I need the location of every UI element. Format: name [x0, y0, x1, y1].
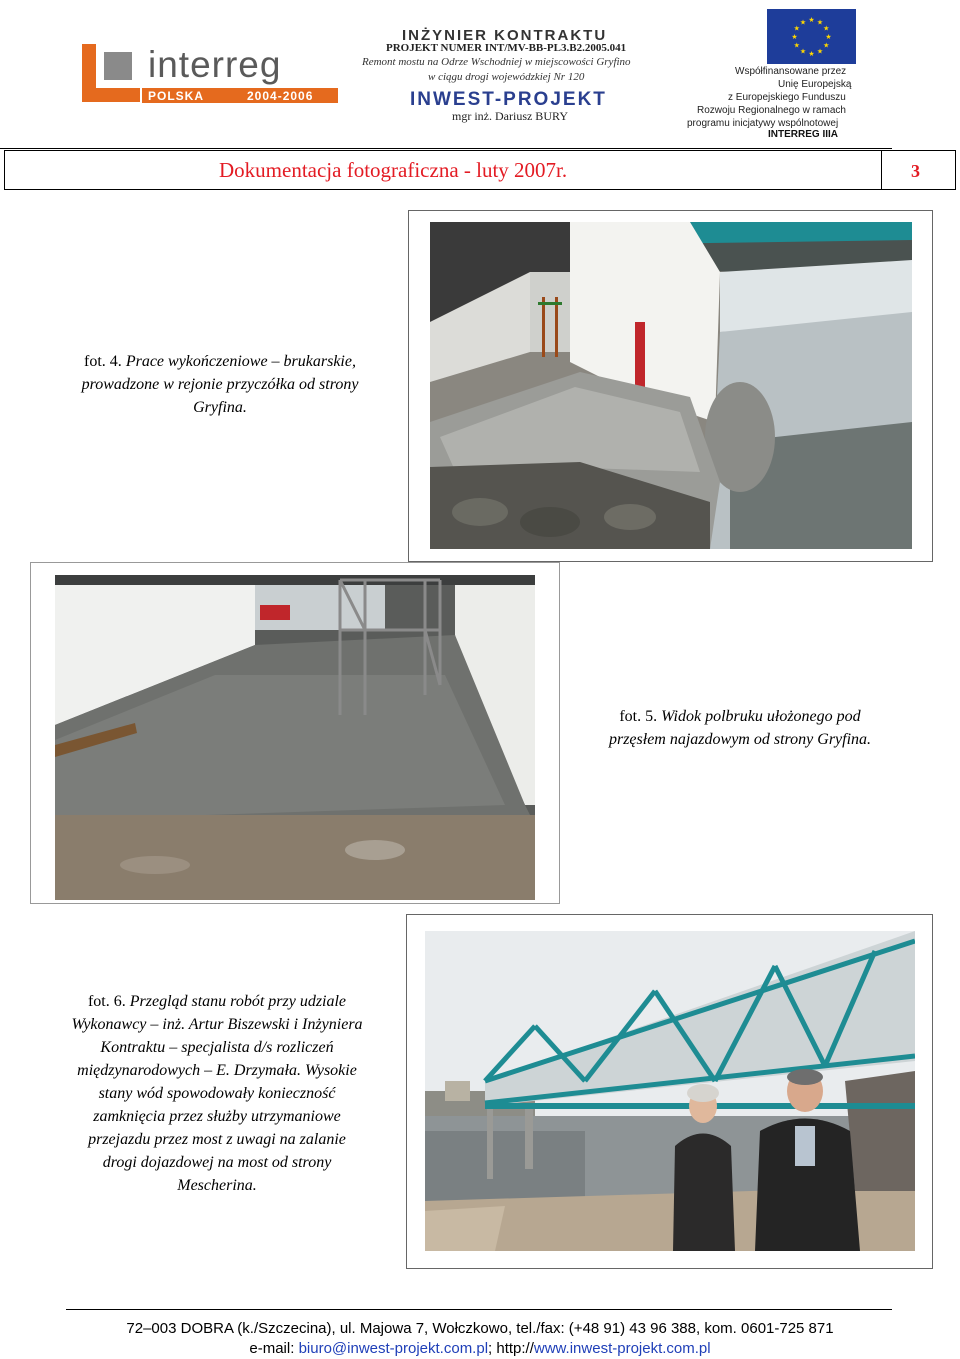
photo-6-caption-line2: Wykonawcy – inż. Artur Biszewski i Inżyniera — [71, 1016, 363, 1033]
interreg-logo-bar — [142, 88, 338, 103]
photo-6-caption-line5: stany wód spowodowały konieczność — [98, 1085, 336, 1102]
eu-text-line1: Współfinansowane przez — [735, 66, 847, 77]
footer-divider — [66, 1309, 892, 1310]
photo-5-image — [55, 575, 535, 900]
title-row-divider — [881, 151, 882, 189]
photo-6-label: fot. 6. — [87, 993, 126, 1010]
engineer-title: INŻYNIER KONTRAKTU — [402, 27, 608, 44]
eu-star-icon: ★ — [793, 24, 800, 33]
eu-star-icon: ★ — [793, 41, 800, 50]
page-number: 3 — [911, 161, 920, 181]
interreg-logo-word: interreg — [148, 44, 282, 85]
footer-website-link[interactable]: www.inwest-projekt.com.pl — [533, 1340, 711, 1357]
eu-text-line4: Rozwoju Regionalnego w ramach — [697, 105, 846, 116]
eu-text-line5: programu inicjatywy wspólnotowej — [687, 118, 839, 129]
eu-star-icon: ★ — [823, 41, 830, 50]
photo-6-caption-line7: przejazdu przez most z uwagi na zalanie — [88, 1131, 346, 1148]
photo-5-label: fot. 5. — [619, 708, 658, 725]
eu-star-icon: ★ — [791, 33, 798, 41]
eu-star-icon: ★ — [825, 33, 832, 41]
photo-4-frame — [408, 210, 933, 562]
photo-6-caption — [28, 990, 406, 1197]
photo-5-caption-line1: Widok polbruku ułożonego pod — [657, 708, 861, 725]
photo-4-caption — [30, 350, 410, 419]
project-number: PROJEKT NUMER INT/MV-BB-PL3.B2.2005.041 — [386, 42, 627, 54]
eu-star-icon: ★ — [799, 47, 807, 56]
eu-star-icon: ★ — [823, 24, 830, 33]
photo-5-frame — [30, 562, 560, 904]
eu-text-line6: INTERREG IIIA — [768, 129, 839, 140]
interreg-logo-left: POLSKA — [148, 89, 205, 103]
photo-5-caption — [565, 705, 915, 751]
eu-text-line3: z Europejskiego Funduszu — [728, 92, 846, 103]
photo-6-caption-line9: Mescherina. — [177, 1177, 257, 1194]
eu-star-icon: ★ — [799, 18, 807, 27]
footer-sep: ; http:// — [488, 1340, 534, 1357]
project-desc-line1: Remont mostu na Odrze Wschodniej w miejscowości Gryfino — [362, 56, 631, 68]
eu-flag-icon — [767, 9, 856, 64]
engineer-person: mgr inż. Dariusz BURY — [452, 109, 568, 123]
interreg-logo-mark — [82, 44, 140, 102]
footer-address: 72–003 DOBRA (k./Szczecina), ul. Majowa 7, Wołczkowo, tel./fax: (+48 91) 43 96 388, kom. 0601-725 871 — [126, 1320, 834, 1337]
photo-4-caption-line1: Prace wykończeniowe – brukarskie, — [121, 353, 356, 370]
interreg-logo-right: 2004-2006 — [247, 89, 314, 103]
photo-6-caption-line8: drogi dojazdowej na most od strony — [102, 1154, 332, 1171]
header-divider — [0, 148, 892, 149]
footer-contact — [0, 1340, 960, 1357]
title-row — [4, 150, 956, 190]
photo-4-caption-line3: Gryfina. — [193, 399, 247, 416]
company-name: INWEST-PROJEKT — [410, 89, 607, 110]
eu-star-icon: ★ — [816, 18, 824, 27]
photo-4-label: fot. 4. — [84, 353, 122, 370]
photo-6-image — [425, 931, 915, 1251]
project-desc-line2: w ciągu drogi wojewódzkiej Nr 120 — [428, 71, 585, 83]
photo-6-frame — [406, 914, 933, 1269]
eu-star-icon: ★ — [816, 47, 824, 56]
footer-email-label: e-mail: — [249, 1340, 299, 1357]
photo-5-caption-line2: przęsłem najazdowym od strony Gryfina. — [608, 731, 872, 748]
photo-6-caption-line1: Przegląd stanu robót przy udziale — [125, 993, 347, 1010]
photo-6-caption-line4: międzynarodowych – E. Drzymała. Wysokie — [77, 1062, 357, 1079]
page-title: Dokumentacja fotograficzna - luty 2007r. — [219, 158, 568, 182]
photo-4-caption-line2: prowadzone w rejonie przyczółka od strony — [81, 376, 359, 393]
photo-4-image — [430, 222, 912, 549]
footer-email-link[interactable]: biuro@inwest-projekt.com.pl — [298, 1340, 489, 1357]
eu-star-icon: ★ — [808, 50, 815, 58]
photo-6-caption-line3: Kontraktu – specjalista d/s rozliczeń — [100, 1039, 334, 1056]
eu-star-icon: ★ — [808, 16, 815, 24]
photo-6-caption-line6: zamknięcia przez służby utrzymaniowe — [93, 1108, 341, 1125]
eu-text-line2: Unię Europejską — [778, 79, 852, 90]
